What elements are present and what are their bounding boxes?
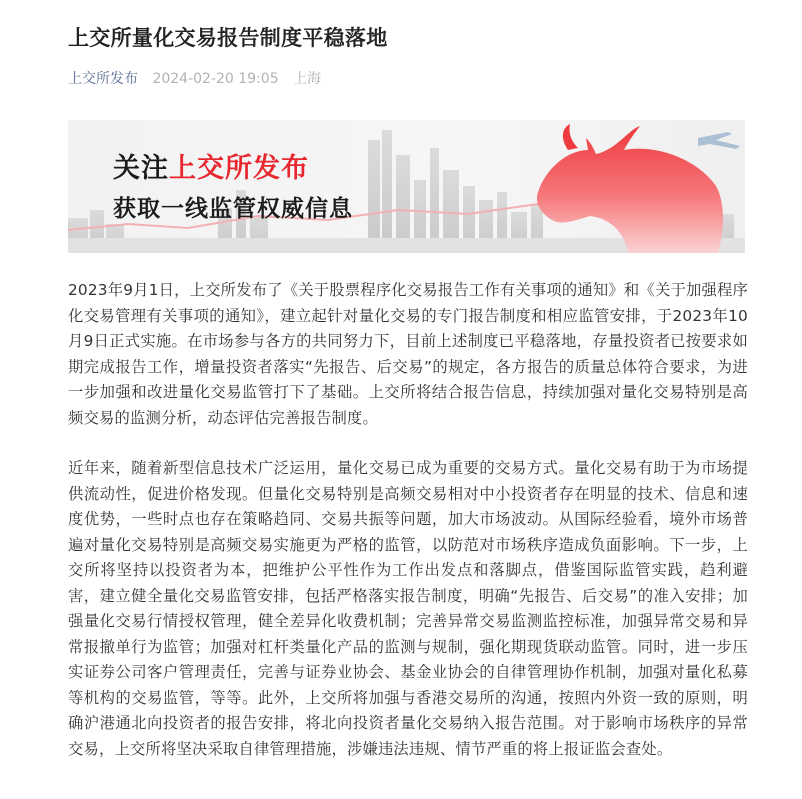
article-meta <box>68 68 321 88</box>
banner-headline-prefix: 关注 <box>113 153 169 184</box>
skyline-bull-illustration <box>68 120 745 253</box>
body-paragraph: 2023年9月1日，上交所发布了《关于股票程序化交易报告工作有关事项的通知》和《关于加强程序化交易管理有关事项的通知》，建立起针对量化交易的专门报告制度和相应监管安排，于2023年10月9日正式实施。在市场参与各方的共同努力下，目前上述制度已平稳落地，存量投资者已按要求如期完成报告工作，增量投资者落实“先报告、后交易”的规定，各方报告的质量总体符合要求，为进一步加强和改进量化交易监管打下了基础。上交所将结合报告信息，持续加强对量化交易特别是高频交易的监测分析，动态评估完善报告制度。 <box>68 281 748 427</box>
banner-subheadline: 获取一线监管权威信息 <box>113 196 353 222</box>
publish-location: 上海 <box>293 71 322 87</box>
article-body <box>68 278 748 787</box>
body-paragraph: 近年来，随着新型信息技术广泛运用，量化交易已成为重要的交易方式。量化交易有助于为市场提供流动性，促进价格发现。但量化交易特别是高频交易相对中小投资者存在明显的技术、信息和速度优势，一些时点也存在策略趋同、交易共振等问题，加大市场波动。从国际经验看，境外市场普遍对量化交易特别是高频交易实施更为严格的监管，以防范对市场秩序造成负面影响。下一步，上交所将坚持以投资者为本，把维护公平性作为工作出发点和落脚点，借鉴国际监管实践，趋利避害，建立健全量化交易监管安排，包括严格落实报告制度，明确“先报告、后交易”的准入安排；加强量化交易行情授权管理，健全差异化收费机制；完善异常交易监测监控标准，加强异常交易和异常报撤单行为监管；加强对杠杆类量化产品的监测与规制，强化期现货联动监管。同时，进一步压实证券公司客户管理责任，完善与证券业协会、基金业协会的自律管理协作机制，加强对量化私募等机构的交易监管，等等。此外，上交所将加强与香港交易所的沟通，按照内外资一致的原则，明确沪港通北向投资者的报告安排，将北向投资者量化交易纳入报告范围。对于影响市场秩序的异常交易，上交所将坚决采取自律管理措施，涉嫌违法违规、情节严重的将上报证监会查处。 <box>68 459 748 758</box>
banner-headline-highlight: 上交所发布 <box>169 153 309 184</box>
account-name-link[interactable]: 上交所发布 <box>68 71 138 87</box>
article-title: 上交所量化交易报告制度平稳落地 <box>68 26 388 50</box>
publish-time: 2024-02-20 19:05 <box>152 71 279 87</box>
follow-banner <box>68 120 745 253</box>
banner-headline <box>113 146 309 185</box>
